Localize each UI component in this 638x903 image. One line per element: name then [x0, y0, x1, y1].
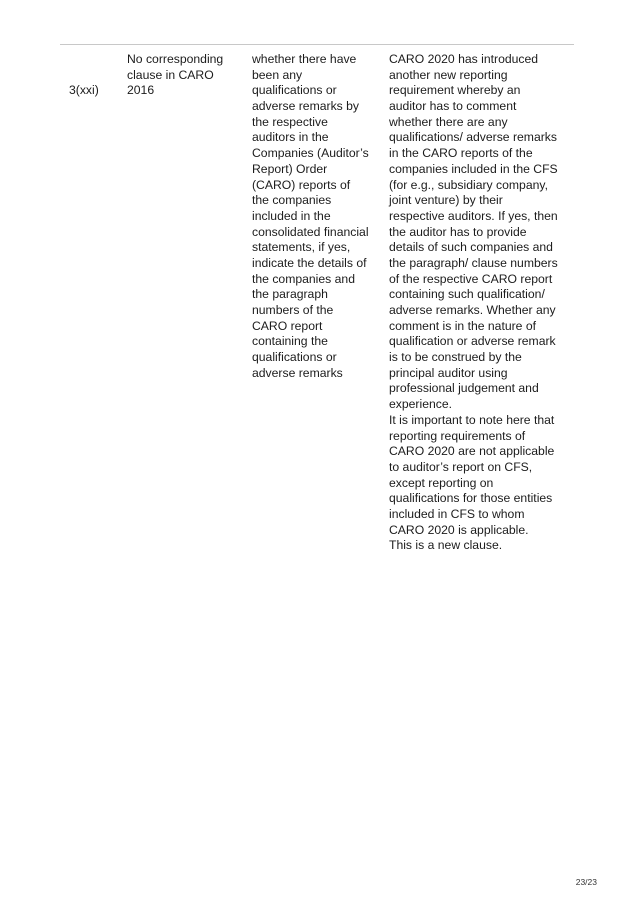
text-line: clause in CARO	[127, 67, 214, 82]
text-line: CARO 2020 has introduced	[389, 52, 539, 66]
text-line: numbers of the	[252, 303, 334, 317]
text-line: auditors in the	[252, 130, 329, 145]
text-line: included in CFS to whom	[389, 506, 525, 521]
page-number: 23/23	[575, 877, 597, 887]
text-line: another new reporting	[389, 67, 508, 82]
text-line: consolidated financial	[252, 224, 369, 239]
text-line: (CARO) reports of	[252, 177, 351, 192]
remarks-cell	[389, 52, 558, 554]
text-line: reporting requirements of	[389, 428, 526, 443]
text-line: This is a new clause.	[389, 538, 503, 553]
text-line: 2016	[127, 83, 155, 98]
text-line: included in the	[252, 208, 331, 223]
text-line: No corresponding	[127, 52, 224, 66]
text-line: Report) Order	[252, 161, 328, 176]
text-line: containing the	[252, 334, 328, 349]
text-line: whether there have	[252, 52, 357, 66]
text-line: (for e.g., subsidiary company,	[389, 177, 548, 192]
text-line: in the CARO reports of the	[389, 146, 533, 161]
text-line: the auditor has to provide	[389, 224, 527, 239]
table-top-border	[60, 44, 574, 45]
text-line: principal auditor using	[389, 365, 508, 380]
text-line: CARO 2020 are not applicable	[389, 444, 555, 459]
text-line: indicate the details of	[252, 255, 367, 270]
text-line: CARO 2020 is applicable.	[389, 522, 529, 537]
text-line: the respective	[252, 114, 328, 129]
text-line: CARO report	[252, 318, 323, 333]
text-line: respective auditors. If yes, then	[389, 208, 558, 223]
text-line: of the respective CARO report	[389, 271, 553, 286]
text-line: the companies and	[252, 271, 355, 286]
text-line: companies included in the CFS	[389, 161, 558, 176]
text-line: comment is in the nature of	[389, 318, 536, 333]
text-line: is to be construed by the	[389, 350, 522, 365]
text-line: qualifications for those entities	[389, 491, 553, 506]
text-line: joint venture) by their	[389, 193, 503, 208]
text-line: qualifications/ adverse remarks	[389, 130, 557, 145]
text-line: statements, if yes,	[252, 240, 351, 255]
text-line: details of such companies and	[389, 240, 553, 255]
text-line: been any	[252, 67, 303, 82]
section-ref: 3(xxi)	[69, 83, 99, 98]
text-line: qualifications or	[252, 350, 337, 365]
text-line: the paragraph	[252, 287, 328, 302]
text-line: qualification or adverse remark	[389, 334, 556, 349]
text-line: professional judgement and	[389, 381, 539, 396]
text-line: the paragraph/ clause numbers	[389, 255, 558, 270]
text-line: the companies	[252, 193, 332, 208]
text-line: experience.	[389, 397, 453, 412]
text-line: It is important to note here that	[389, 412, 555, 427]
text-line: requirement whereby an	[389, 83, 521, 98]
text-line: except reporting on	[389, 475, 494, 490]
text-line: auditor has to comment	[389, 99, 517, 114]
text-line: whether there are any	[389, 114, 508, 129]
caro2020-cell	[252, 52, 369, 381]
text-line: qualifications or	[252, 83, 337, 98]
section-ref-cell	[69, 52, 99, 131]
text-line: adverse remarks	[252, 365, 343, 380]
text-line: adverse remarks. Whether any	[389, 303, 556, 317]
text-line: containing such qualification/	[389, 287, 545, 302]
caro2016-cell	[127, 52, 223, 99]
text-line: adverse remarks by	[252, 99, 360, 114]
text-line: Companies (Auditor’s	[252, 146, 369, 161]
text-line: to auditor’s report on CFS,	[389, 459, 533, 474]
